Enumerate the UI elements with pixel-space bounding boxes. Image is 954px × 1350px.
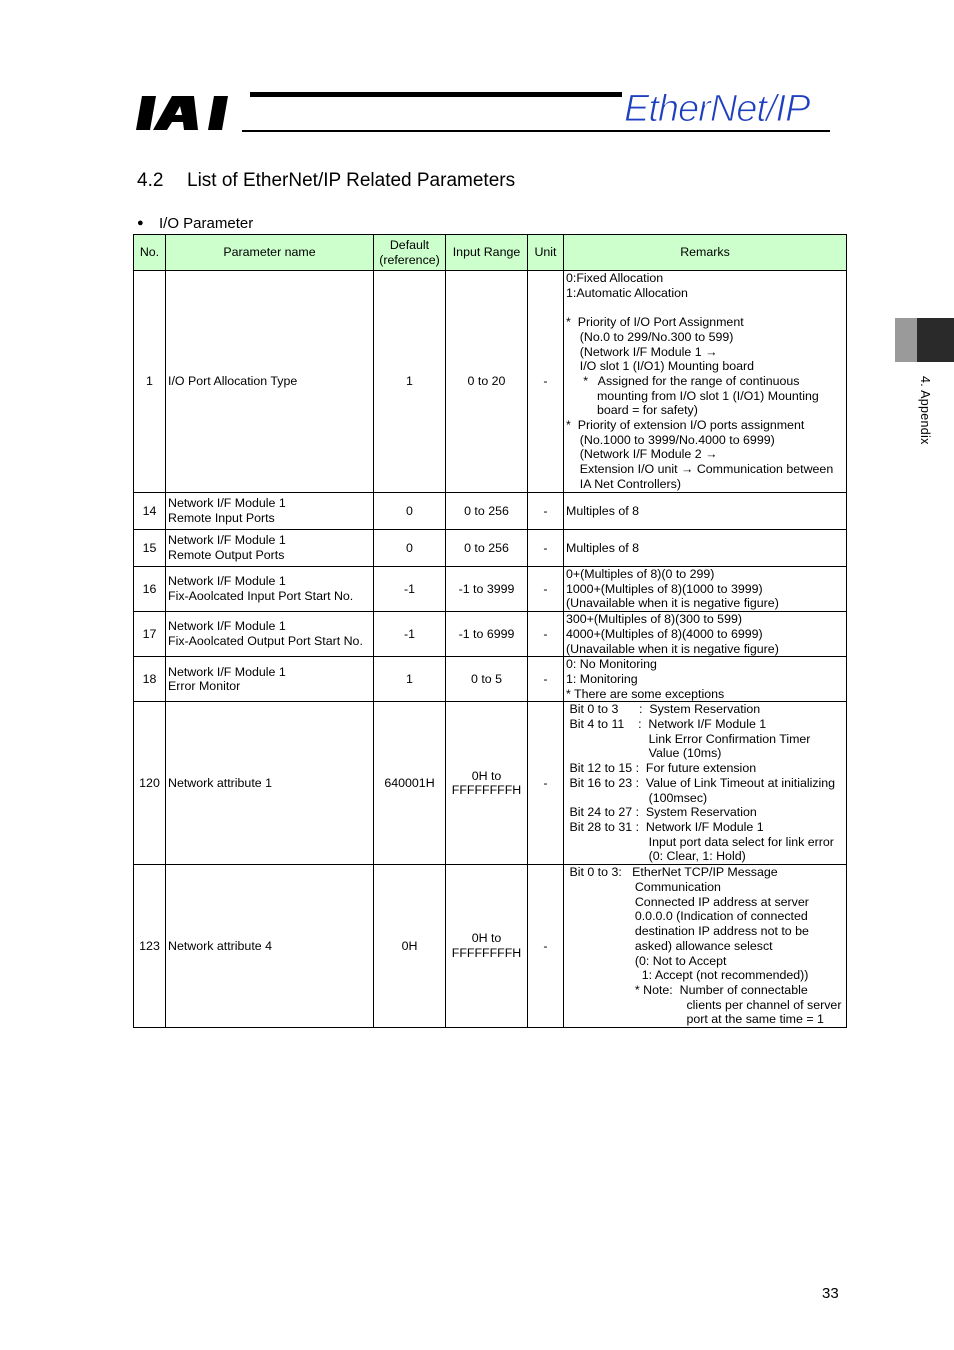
table-row bbox=[134, 530, 847, 567]
page-number: 33 bbox=[822, 1285, 839, 1302]
remarks-line: 300+(Multiples of 8)(300 to 599) bbox=[566, 612, 742, 627]
cell-remarks bbox=[564, 530, 847, 567]
cell-unit: - bbox=[528, 530, 564, 567]
header-unit: Unit bbox=[528, 235, 564, 271]
remarks-line: Bit 16 to 23 : Value of Link Timeout at initializing bbox=[566, 775, 836, 790]
parameter-name-line: Network I/F Module 1 bbox=[168, 574, 286, 589]
remarks-line: 1000+(Multiples of 8)(1000 to 3999) bbox=[566, 581, 763, 596]
cell-parameter-name bbox=[166, 567, 374, 612]
remarks-line: Bit 24 to 27 : System Reservation bbox=[566, 805, 757, 820]
remarks-line: 4000+(Multiples of 8)(4000 to 6999) bbox=[566, 626, 763, 641]
remarks-line: 0.0.0.0 (Indication of connected bbox=[566, 909, 808, 924]
input-range-line: 0 to 256 bbox=[464, 503, 509, 518]
remarks-line: (0: Not to Accept bbox=[566, 953, 727, 968]
cell-unit: - bbox=[528, 865, 564, 1028]
cell-parameter-name bbox=[166, 865, 374, 1028]
table-row bbox=[134, 657, 847, 702]
remarks-line: Value (10ms) bbox=[566, 746, 722, 761]
input-range-line: 0 to 20 bbox=[467, 374, 506, 389]
remarks-line: 0+(Multiples of 8)(0 to 299) bbox=[566, 567, 715, 581]
cell-parameter-name bbox=[166, 702, 374, 865]
remarks-line: * Note: Number of connectable bbox=[566, 982, 808, 997]
parameter-name-line: Network I/F Module 1 bbox=[168, 619, 286, 634]
input-range-line: 0H to bbox=[471, 768, 502, 783]
header-default-line2: (reference) bbox=[379, 252, 440, 267]
cell-parameter-name bbox=[166, 657, 374, 702]
remarks-line: clients per channel of server bbox=[566, 997, 842, 1012]
cell-input-range bbox=[446, 865, 528, 1028]
cell-remarks bbox=[564, 657, 847, 702]
remarks-line: Connected IP address at server bbox=[566, 894, 809, 909]
section-title bbox=[137, 170, 515, 192]
cell-remarks bbox=[564, 271, 847, 493]
remarks-line: (100msec) bbox=[566, 790, 708, 805]
parameter-name-line: Fix-Aoolcated Output Port Start No. bbox=[168, 634, 363, 649]
remarks-line bbox=[566, 300, 844, 315]
input-range-line: 0 to 5 bbox=[470, 671, 502, 686]
header-default bbox=[374, 235, 446, 271]
side-tab-dark bbox=[917, 318, 954, 362]
cell-parameter-name bbox=[166, 493, 374, 530]
parameter-name-line: I/O Port Allocation Type bbox=[168, 374, 298, 389]
ethernet-ip-brand: EtherNet/IP bbox=[624, 88, 810, 130]
cell-input-range bbox=[446, 530, 528, 567]
table-row bbox=[134, 271, 847, 493]
remarks-line: mounting from I/O slot 1 (I/O1) Mounting bbox=[566, 388, 819, 403]
subheading bbox=[137, 215, 253, 232]
parameter-name-line: Network I/F Module 1 bbox=[168, 496, 286, 511]
input-range-line: -1 to 6999 bbox=[458, 626, 515, 641]
remarks-line: asked) allowance selesct bbox=[566, 938, 773, 953]
remarks-line: destination IP address not to be bbox=[566, 924, 809, 939]
parameter-name-line: Network I/F Module 1 bbox=[168, 664, 286, 679]
table-row bbox=[134, 612, 847, 657]
remarks-line: * Assigned for the range of continuous bbox=[566, 373, 800, 388]
remarks-line: Bit 28 to 31 : Network I/F Module 1 bbox=[566, 819, 764, 834]
cell-unit: - bbox=[528, 493, 564, 530]
remarks-line: Extension I/O unit → Communication between bbox=[566, 462, 834, 477]
input-range-line: FFFFFFFFH bbox=[451, 946, 522, 961]
cell-no: 17 bbox=[134, 612, 166, 657]
input-range-line: 0H to bbox=[471, 931, 502, 946]
remarks-line: Bit 12 to 15 : For future extension bbox=[566, 761, 757, 776]
cell-input-range bbox=[446, 702, 528, 865]
subheading-label: I/O Parameter bbox=[159, 215, 254, 232]
section-title-text: List of EtherNet/IP Related Parameters bbox=[187, 170, 516, 191]
parameter-name-line: Remote Output Ports bbox=[168, 548, 285, 562]
cell-remarks bbox=[564, 865, 847, 1028]
input-range-line: -1 to 3999 bbox=[458, 581, 515, 596]
cell-unit: - bbox=[528, 567, 564, 612]
cell-no: 15 bbox=[134, 530, 166, 567]
remarks-line: Communication bbox=[566, 880, 721, 895]
cell-default: 0 bbox=[374, 493, 446, 530]
header-parameter-name: Parameter name bbox=[166, 235, 374, 271]
cell-no: 14 bbox=[134, 493, 166, 530]
cell-parameter-name bbox=[166, 271, 374, 493]
cell-no: 120 bbox=[134, 702, 166, 865]
section-number: 4.2 bbox=[137, 170, 164, 191]
cell-default: 0 bbox=[374, 530, 446, 567]
remarks-line: * Priority of extension I/O ports assignment bbox=[566, 418, 805, 433]
bullet-icon: ● bbox=[137, 217, 144, 229]
remarks-line: Multiples of 8 bbox=[566, 503, 640, 518]
parameter-name-line: Network I/F Module 1 bbox=[168, 533, 286, 548]
remarks-line: Multiples of 8 bbox=[566, 540, 640, 555]
table-row bbox=[134, 702, 847, 865]
cell-no: 16 bbox=[134, 567, 166, 612]
remarks-line: Bit 4 to 11 : Network I/F Module 1 bbox=[566, 717, 767, 732]
remarks-line: (Unavailable when it is negative figure) bbox=[566, 596, 779, 611]
remarks-line: Bit 0 to 3 : System Reservation bbox=[566, 702, 761, 717]
remarks-line: I/O slot 1 (I/O1) Mounting board bbox=[566, 359, 755, 374]
cell-default: 1 bbox=[374, 657, 446, 702]
parameter-name-line: Fix-Aoolcated Input Port Start No. bbox=[168, 589, 354, 604]
cell-input-range bbox=[446, 567, 528, 612]
header-input-range: Input Range bbox=[446, 235, 528, 271]
remarks-line: IA Net Controllers) bbox=[566, 476, 681, 491]
header-remarks: Remarks bbox=[564, 235, 847, 271]
remarks-line: Bit 0 to 3: EtherNet TCP/IP Message bbox=[566, 865, 778, 880]
cell-default: 640001H bbox=[374, 702, 446, 865]
cell-no: 123 bbox=[134, 865, 166, 1028]
cell-parameter-name bbox=[166, 530, 374, 567]
remarks-line: port at the same time = 1 bbox=[566, 1012, 824, 1027]
cell-input-range bbox=[446, 493, 528, 530]
parameter-name-line: Remote Input Ports bbox=[168, 511, 275, 525]
iai-logo bbox=[136, 92, 246, 134]
cell-default: -1 bbox=[374, 567, 446, 612]
table-header-row bbox=[134, 235, 847, 271]
remarks-line: (No.0 to 299/No.300 to 599) bbox=[566, 329, 734, 344]
side-tab-gray bbox=[895, 318, 917, 362]
remarks-line: (No.1000 to 3999/No.4000 to 6999) bbox=[566, 432, 775, 447]
remarks-line: Input port data select for link error bbox=[566, 834, 834, 849]
remarks-line: (Unavailable when it is negative figure) bbox=[566, 641, 779, 656]
remarks-line: 1: Accept (not recommended)) bbox=[566, 968, 809, 983]
side-tab-label: 4. Appendix bbox=[918, 376, 932, 445]
remarks-line: (Network I/F Module 2 → bbox=[566, 447, 718, 462]
table-row bbox=[134, 567, 847, 612]
remarks-line: 0: No Monitoring bbox=[566, 657, 657, 672]
cell-no: 18 bbox=[134, 657, 166, 702]
parameter-name-line: Network attribute 4 bbox=[168, 938, 272, 953]
parameter-name-line: Error Monitor bbox=[168, 679, 241, 694]
remarks-line: * Priority of I/O Port Assignment bbox=[566, 315, 744, 330]
cell-default: -1 bbox=[374, 612, 446, 657]
parameter-table bbox=[133, 234, 847, 1028]
cell-remarks bbox=[564, 612, 847, 657]
cell-default: 0H bbox=[374, 865, 446, 1028]
parameter-name-line: Network attribute 1 bbox=[168, 775, 272, 790]
cell-unit: - bbox=[528, 657, 564, 702]
remarks-line: (0: Clear, 1: Hold) bbox=[566, 849, 746, 864]
table-row bbox=[134, 493, 847, 530]
remarks-line: Link Error Confirmation Timer bbox=[566, 731, 811, 746]
cell-input-range bbox=[446, 612, 528, 657]
remarks-line: (Network I/F Module 1 → bbox=[566, 344, 718, 359]
cell-input-range bbox=[446, 271, 528, 493]
cell-parameter-name bbox=[166, 612, 374, 657]
cell-unit: - bbox=[528, 702, 564, 865]
header-rule-thick bbox=[250, 92, 622, 97]
remarks-line: 1:Automatic Allocation bbox=[566, 285, 688, 300]
header-default-line1: Default bbox=[389, 237, 430, 252]
remarks-line: * There are some exceptions bbox=[566, 686, 725, 701]
input-range-line: 0 to 256 bbox=[464, 540, 509, 555]
cell-remarks bbox=[564, 702, 847, 865]
remarks-line: 0:Fixed Allocation bbox=[566, 271, 664, 285]
header-no: No. bbox=[134, 235, 166, 271]
remarks-line: 1: Monitoring bbox=[566, 671, 638, 686]
cell-no: 1 bbox=[134, 271, 166, 493]
cell-remarks bbox=[564, 493, 847, 530]
cell-default: 1 bbox=[374, 271, 446, 493]
cell-unit: - bbox=[528, 612, 564, 657]
table-row bbox=[134, 865, 847, 1028]
remarks-line: board = for safety) bbox=[566, 403, 698, 418]
input-range-line: FFFFFFFFH bbox=[451, 783, 522, 798]
cell-unit: - bbox=[528, 271, 564, 493]
cell-remarks bbox=[564, 567, 847, 612]
cell-input-range bbox=[446, 657, 528, 702]
